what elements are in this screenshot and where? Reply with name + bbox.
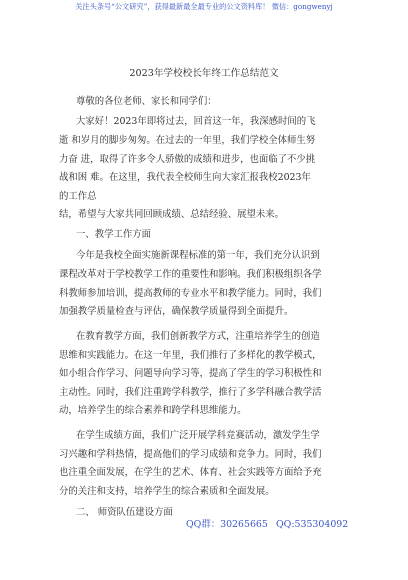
body-line: 主动性。同时，我们注重跨学科教学，推行了多学科融合教学活 — [59, 387, 322, 398]
body-line: 今年是我校全面实施新课程标准的第一年，我们充分认识到 — [76, 250, 320, 261]
body-line: 分的关注和支持，培养学生的综合素质和全面发展。 — [59, 486, 275, 497]
footer-qq-number: QQ:535304092 — [276, 519, 349, 530]
section-heading: 一、教学工作方面 — [76, 229, 152, 240]
salutation-line: 尊敬的各位老师、家长和同学们： — [76, 96, 217, 107]
body-line: 大家好！2023年即将过去，回首这一年，我深感时间的飞 — [76, 116, 316, 127]
body-line: 在教育教学方面，我们创新教学方式，注重培养学生的创造 — [76, 331, 320, 342]
body-line: 加强教学质量检查与评估，确保教学质量得到全面提升。 — [59, 306, 294, 317]
body-line: 也注重全面发展，在学生的艺术、体育、社会实践等方面给予充 — [59, 467, 322, 478]
body-line: 思维和实践能力。在这一年里，我们推行了多样化的教学模式， — [59, 350, 322, 361]
body-line: 如小组合作学习、问题导向学习等，提高了学生的学习积极性和 — [59, 368, 322, 379]
body-line: 逝 和岁月的脚步匆匆。在过去的一年里，我们学校全体师生努 — [59, 135, 316, 146]
body-line: 的工作总 — [59, 191, 97, 202]
body-line: 力奋 进，取得了许多令人骄傲的成绩和进步，也面临了不少挑 — [59, 154, 316, 165]
header-banner: 关注头条号“公文研究”，获得最新最全最专业的公文资料库！ 微信：gongwenyj — [75, 2, 333, 11]
section-heading: 二、 师资队伍建设方面 — [76, 507, 173, 518]
body-line: 在学生成绩方面，我们广泛开展学科竞赛活动，激发学生学 — [76, 430, 320, 441]
footer-qq-group: QQ群：30265665 — [186, 519, 268, 530]
body-line: 课程改革对于学校教学工作的重要性和影响。我们积极组织各学 — [59, 269, 322, 280]
body-line: 科教师参加培训，提高教师的专业水平和教学能力。同时，我们 — [59, 288, 322, 299]
body-line: 习兴趣和学科热情，提高他们的学习成绩和竞争力。同时，我们 — [59, 449, 322, 460]
body-line: 结，希望与大家共同回顾成绩、总结经验、展望未来。 — [59, 209, 285, 220]
document-title: 2023年学校校长年终工作总结范文 — [129, 68, 279, 79]
body-line: 动，培养学生的综合素养和跨学科思维能力。 — [59, 405, 247, 416]
body-line: 战和困 难。在这里，我代表全校师生向大家汇报我校2023年 — [59, 172, 311, 183]
